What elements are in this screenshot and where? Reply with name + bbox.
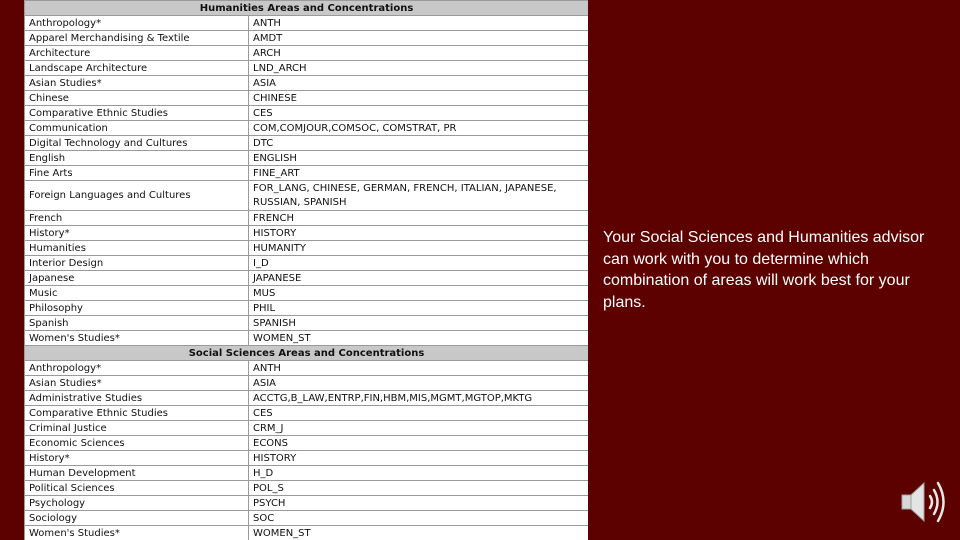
section-header-row: [25, 346, 589, 361]
area-code-cell: JAPANESE: [249, 271, 589, 286]
area-name-cell: Comparative Ethnic Studies: [25, 406, 249, 421]
area-code-cell: PSYCH: [249, 496, 589, 511]
table-row: [25, 151, 589, 166]
area-code-cell: ECONS: [249, 436, 589, 451]
area-name-cell: Japanese: [25, 271, 249, 286]
area-name-cell: Communication: [25, 121, 249, 136]
area-name-cell: Chinese: [25, 91, 249, 106]
table-row: [25, 16, 589, 31]
section-header-row: [25, 1, 589, 16]
area-name-cell: Humanities: [25, 241, 249, 256]
area-name-cell: Asian Studies*: [25, 376, 249, 391]
area-name-cell: Political Sciences: [25, 481, 249, 496]
area-name-cell: Criminal Justice: [25, 421, 249, 436]
table-row: [25, 526, 589, 540]
area-code-cell: SPANISH: [249, 316, 589, 331]
area-code-cell: AMDT: [249, 31, 589, 46]
area-code-cell: ASIA: [249, 376, 589, 391]
area-code-cell: CRM_J: [249, 421, 589, 436]
area-code-cell: HISTORY: [249, 451, 589, 466]
area-code-cell: I_D: [249, 256, 589, 271]
table-row: [25, 376, 589, 391]
area-name-cell: Music: [25, 286, 249, 301]
table-row: [25, 106, 589, 121]
table-row: [25, 361, 589, 376]
section-heading: Social Sciences Areas and Concentrations: [25, 346, 589, 361]
area-code-cell: POL_S: [249, 481, 589, 496]
table-row: [25, 211, 589, 226]
area-name-cell: Women's Studies*: [25, 526, 249, 540]
speaker-icon[interactable]: [896, 478, 948, 526]
area-code-cell: FOR_LANG, CHINESE, GERMAN, FRENCH, ITALIAN, JAPANESE, RUSSIAN, SPANISH: [249, 181, 589, 211]
area-name-cell: Anthropology*: [25, 361, 249, 376]
area-code-cell: H_D: [249, 466, 589, 481]
area-code-cell: ACCTG,B_LAW,ENTRP,FIN,HBM,MIS,MGMT,MGTOP,MKTG: [249, 391, 589, 406]
areas-concentrations-table: [24, 0, 588, 540]
area-name-cell: French: [25, 211, 249, 226]
area-name-cell: Administrative Studies: [25, 391, 249, 406]
area-code-cell: CES: [249, 106, 589, 121]
table-row: [25, 76, 589, 91]
area-code-cell: WOMEN_ST: [249, 331, 589, 346]
table-row: [25, 256, 589, 271]
table-row: [25, 46, 589, 61]
area-code-cell: ASIA: [249, 76, 589, 91]
area-name-cell: Spanish: [25, 316, 249, 331]
area-name-cell: History*: [25, 451, 249, 466]
table-row: [25, 421, 589, 436]
section-heading: Humanities Areas and Concentrations: [25, 1, 589, 16]
area-name-cell: Interior Design: [25, 256, 249, 271]
table-row: [25, 481, 589, 496]
area-name-cell: Psychology: [25, 496, 249, 511]
area-name-cell: History*: [25, 226, 249, 241]
table-row: [25, 436, 589, 451]
area-code-cell: HISTORY: [249, 226, 589, 241]
table-row: [25, 511, 589, 526]
area-code-cell: SOC: [249, 511, 589, 526]
area-name-cell: Architecture: [25, 46, 249, 61]
area-name-cell: Digital Technology and Cultures: [25, 136, 249, 151]
table-row: [25, 466, 589, 481]
table-row: [25, 451, 589, 466]
table-row: [25, 121, 589, 136]
area-code-cell: LND_ARCH: [249, 61, 589, 76]
area-code-cell: CES: [249, 406, 589, 421]
area-code-cell: ANTH: [249, 16, 589, 31]
table-row: [25, 301, 589, 316]
table-row: [25, 91, 589, 106]
table-row: [25, 496, 589, 511]
area-code-cell: FRENCH: [249, 211, 589, 226]
area-name-cell: Sociology: [25, 511, 249, 526]
table-row: [25, 331, 589, 346]
area-name-cell: Comparative Ethnic Studies: [25, 106, 249, 121]
area-code-cell: ANTH: [249, 361, 589, 376]
area-name-cell: Landscape Architecture: [25, 61, 249, 76]
table-row: [25, 226, 589, 241]
area-name-cell: English: [25, 151, 249, 166]
area-code-cell: ENGLISH: [249, 151, 589, 166]
table-row: [25, 166, 589, 181]
table-row: [25, 271, 589, 286]
area-code-cell: PHIL: [249, 301, 589, 316]
table-row: [25, 391, 589, 406]
table-row: [25, 136, 589, 151]
area-name-cell: Foreign Languages and Cultures: [25, 181, 249, 211]
area-name-cell: Women's Studies*: [25, 331, 249, 346]
advisor-caption: Your Social Sciences and Humanities advisor can work with you to determine which combination of areas will work best for your plans.: [603, 229, 925, 311]
area-name-cell: Philosophy: [25, 301, 249, 316]
area-name-cell: Human Development: [25, 466, 249, 481]
area-name-cell: Economic Sciences: [25, 436, 249, 451]
area-code-cell: FINE_ART: [249, 166, 589, 181]
table-row: [25, 181, 589, 211]
area-name-cell: Apparel Merchandising & Textile: [25, 31, 249, 46]
table-row: [25, 406, 589, 421]
area-code-cell: COM,COMJOUR,COMSOC, COMSTRAT, PR: [249, 121, 589, 136]
areas-table-sheet: [24, 0, 588, 540]
area-name-cell: Fine Arts: [25, 166, 249, 181]
table-row: [25, 61, 589, 76]
table-row: [25, 241, 589, 256]
area-code-cell: ARCH: [249, 46, 589, 61]
table-row: [25, 286, 589, 301]
table-row: [25, 316, 589, 331]
area-name-cell: Anthropology*: [25, 16, 249, 31]
table-row: [25, 31, 589, 46]
area-code-cell: CHINESE: [249, 91, 589, 106]
area-code-cell: WOMEN_ST: [249, 526, 589, 540]
area-code-cell: DTC: [249, 136, 589, 151]
area-name-cell: Asian Studies*: [25, 76, 249, 91]
area-code-cell: MUS: [249, 286, 589, 301]
area-code-cell: HUMANITY: [249, 241, 589, 256]
